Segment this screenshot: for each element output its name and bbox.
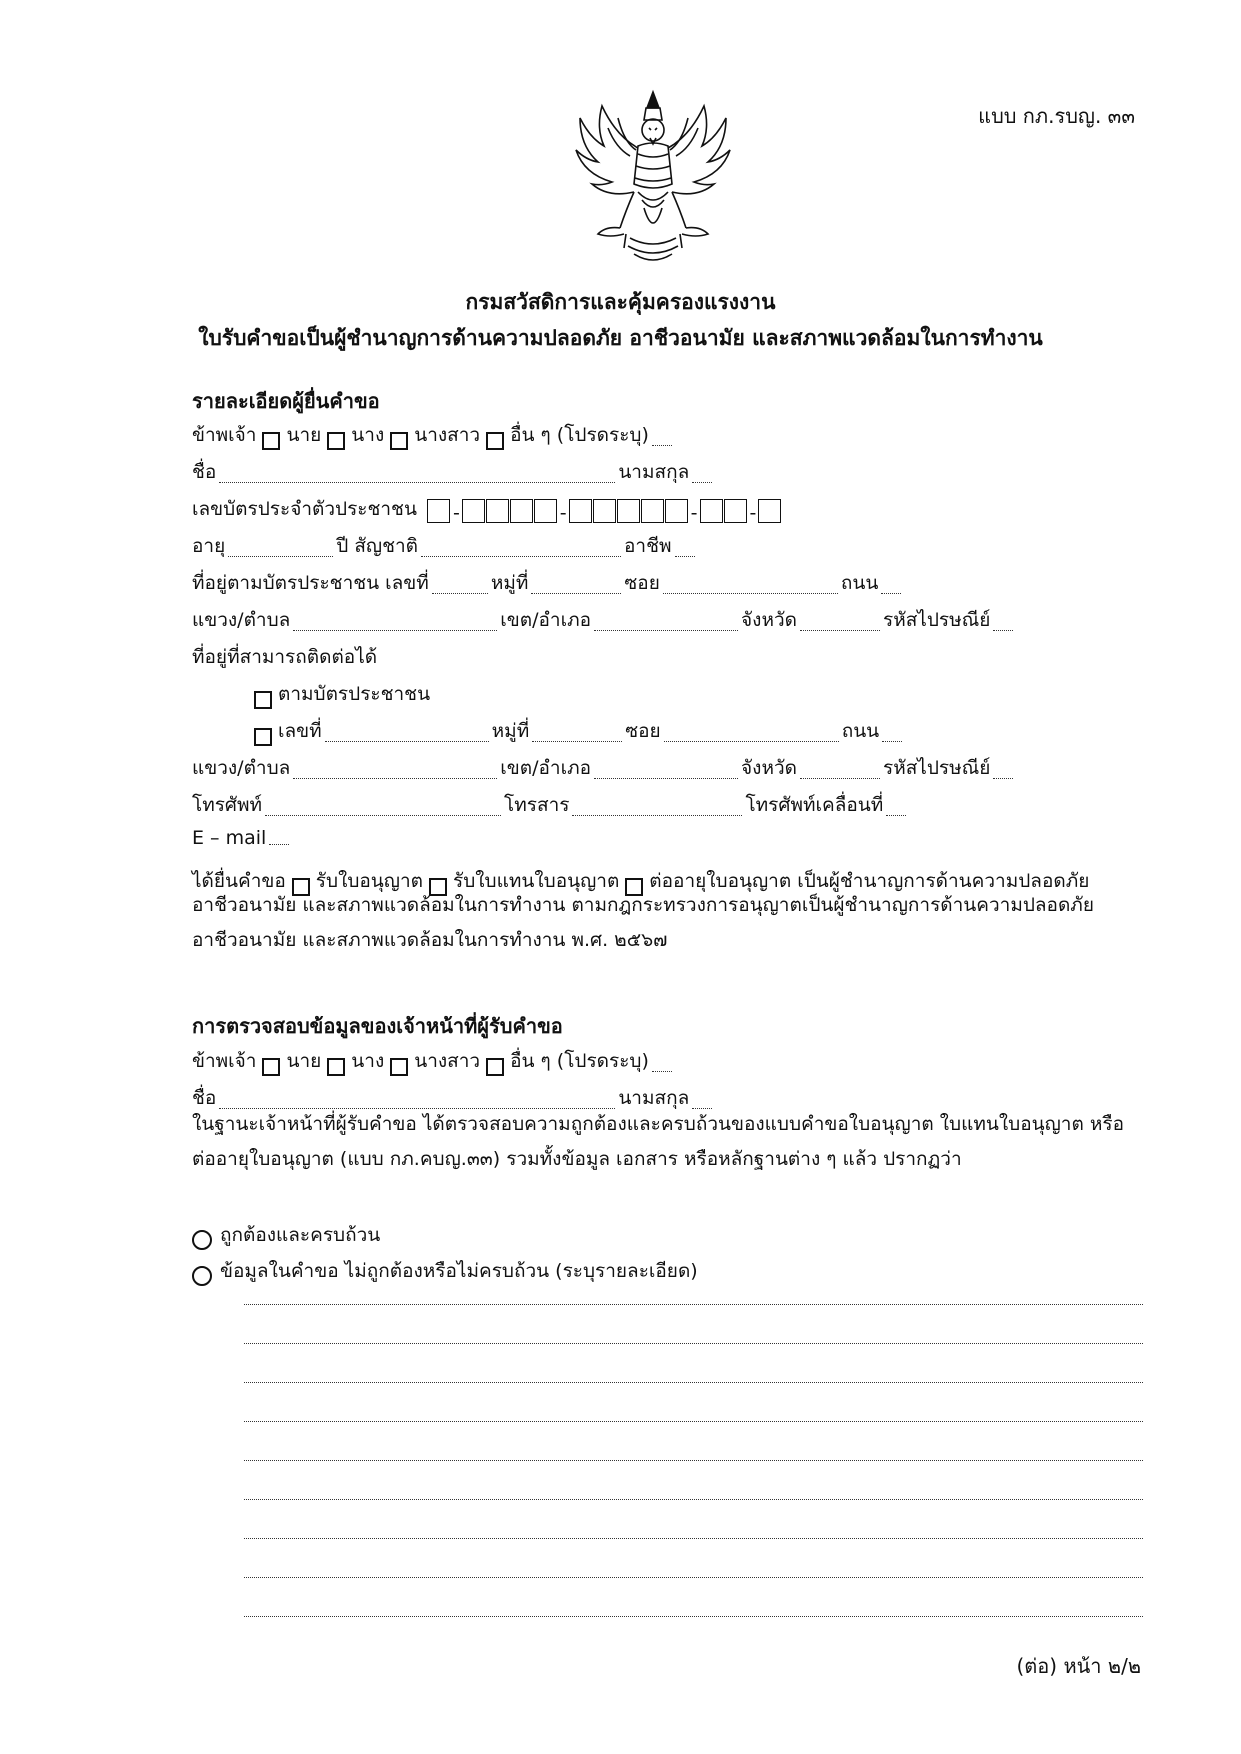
contact-road-label: ถนน — [841, 720, 880, 742]
contact-idcard-checkbox[interactable] — [254, 691, 272, 709]
officer-title-row — [192, 1046, 1141, 1076]
officer-title-other-field[interactable] — [652, 1067, 672, 1072]
submit-tail-text: เป็นผู้ชำนาญการด้านความปลอดภัย — [797, 870, 1090, 892]
occupation-field[interactable] — [675, 552, 695, 557]
contact-soi-field[interactable] — [664, 737, 839, 742]
id-digit-box[interactable] — [758, 499, 781, 523]
i-label: ข้าพเจ้า — [192, 424, 257, 446]
postcode-label: รหัสไปรษณีย์ — [882, 609, 991, 631]
district-label: เขต/อำเภอ — [500, 609, 592, 631]
title-other-field[interactable] — [652, 441, 672, 446]
garuda-emblem-icon — [568, 88, 738, 270]
contact-province-field[interactable] — [800, 774, 880, 779]
title-other-checkbox[interactable] — [486, 432, 504, 450]
officer-title-miss-label: นางสาว — [414, 1050, 481, 1072]
name-field[interactable] — [219, 478, 615, 483]
detail-line[interactable] — [244, 1382, 1143, 1383]
id-digit-box[interactable] — [593, 499, 616, 523]
officer-title-other-checkbox[interactable] — [486, 1058, 504, 1076]
province-label: จังหวัด — [741, 609, 797, 631]
contact-heading-row — [192, 642, 1141, 672]
mobile-field[interactable] — [886, 811, 906, 816]
surname-field[interactable] — [692, 478, 712, 483]
officer-title-mrs-checkbox[interactable] — [327, 1058, 345, 1076]
detail-line[interactable] — [244, 1304, 1143, 1305]
subdistrict-field[interactable] — [293, 626, 497, 631]
phone-field[interactable] — [265, 811, 501, 816]
detail-line[interactable] — [244, 1538, 1143, 1539]
detail-line[interactable] — [244, 1616, 1143, 1617]
surname-label: นามสกุล — [618, 461, 690, 483]
detail-line[interactable] — [244, 1421, 1143, 1422]
title-mr-label: นาย — [286, 424, 322, 446]
address-row — [192, 568, 1141, 598]
id-digit-box[interactable] — [427, 499, 450, 523]
applicant-section-title: รายละเอียดผู้ยื่นคำขอ — [192, 389, 380, 413]
road-field[interactable] — [881, 589, 901, 594]
id-card-label: เลขบัตรประจำตัวประชาชน — [192, 498, 417, 520]
id-digit-box[interactable] — [462, 499, 485, 523]
district-field[interactable] — [594, 626, 738, 631]
locality-row — [192, 605, 1141, 635]
age-row — [192, 531, 1141, 561]
officer-title-mr-label: นาย — [286, 1050, 322, 1072]
road-label: ถนน — [840, 572, 879, 594]
id-digit-box[interactable] — [641, 499, 664, 523]
officer-title-other-label: อื่น ๆ (โปรดระบุ) — [510, 1050, 649, 1072]
page-number: (ต่อ) หน้า ๒/๒ — [1016, 1654, 1141, 1678]
result-ok-label: ถูกต้องและครบถ้วน — [220, 1224, 381, 1246]
applicant-title-row — [192, 420, 1141, 450]
result-bad-radio[interactable] — [192, 1266, 212, 1286]
contact-subdistrict-label: แขวง/ตำบล — [192, 757, 291, 779]
nationality-label: ปี สัญชาติ — [336, 535, 419, 557]
contact-no-label: เลขที่ — [278, 720, 322, 742]
applicant-name-row — [192, 457, 1141, 487]
age-label: อายุ — [192, 535, 226, 557]
officer-i-label: ข้าพเจ้า — [192, 1050, 257, 1072]
title-miss-label: นางสาว — [414, 424, 481, 446]
id-digit-box[interactable] — [665, 499, 688, 523]
email-row — [192, 827, 1141, 849]
request-license-label: รับใบอนุญาต — [315, 870, 423, 892]
id-digit-box[interactable] — [486, 499, 509, 523]
form-code: แบบ กภ.รบญ. ๓๓ — [978, 104, 1135, 128]
title-miss-checkbox[interactable] — [390, 432, 408, 450]
submit-paragraph: อาชีวอนามัย และสภาพแวดล้อมในการทำงาน ตามกฎกระทรวงการอนุญาตเป็นผู้ชำนาญการด้านความปลอดภัย อาชีวอนามัย และสภาพแวดล้อมในการทำงาน พ.ศ. ๒๕๖๗ — [192, 894, 1094, 951]
officer-title-miss-checkbox[interactable] — [390, 1058, 408, 1076]
request-replacement-label: รับใบแทนใบอนุญาต — [453, 870, 620, 892]
result-ok-row — [192, 1220, 1141, 1250]
title-mrs-checkbox[interactable] — [327, 432, 345, 450]
fax-label: โทรสาร — [504, 794, 570, 816]
contact-postcode-field[interactable] — [993, 774, 1013, 779]
id-digit-box[interactable] — [510, 499, 533, 523]
result-ok-radio[interactable] — [192, 1230, 212, 1250]
contact-district-field[interactable] — [594, 774, 738, 779]
request-renewal-label: ต่ออายุใบอนุญาต — [649, 870, 792, 892]
contact-subdistrict-field[interactable] — [293, 774, 497, 779]
result-bad-row — [192, 1256, 1141, 1286]
document-title: ใบรับคำขอเป็นผู้ชำนาญการด้านความปลอดภัย อาชีวอนามัย และสภาพแวดล้อมในการทำงาน — [198, 326, 1043, 350]
id-digit-box[interactable] — [534, 499, 557, 523]
moo-field[interactable] — [531, 589, 621, 594]
submit-label: ได้ยื่นคำขอ — [192, 870, 286, 892]
contact-locality-row — [192, 753, 1141, 783]
detail-line[interactable] — [244, 1343, 1143, 1344]
id-card-boxes[interactable]: - - - - — [427, 499, 782, 524]
id-card-row — [192, 494, 1141, 524]
phone-row — [192, 790, 1141, 820]
address-label: ที่อยู่ตามบัตรประชาชน เลขที่ — [192, 572, 429, 594]
name-label: ชื่อ — [192, 461, 217, 483]
house-no-field[interactable] — [432, 589, 488, 594]
contact-soi-label: ซอย — [625, 720, 661, 742]
detail-line[interactable] — [244, 1577, 1143, 1578]
contact-province-label: จังหวัด — [741, 757, 797, 779]
contact-idcard-label: ตามบัตรประชาชน — [278, 683, 431, 705]
province-field[interactable] — [800, 626, 880, 631]
fax-field[interactable] — [572, 811, 742, 816]
id-digit-box[interactable] — [569, 499, 592, 523]
result-bad-label: ข้อมูลในคำขอ ไม่ถูกต้องหรือไม่ครบถ้วน (ระบุรายละเอียด) — [220, 1260, 698, 1282]
id-digit-box[interactable] — [724, 499, 747, 523]
contact-moo-field[interactable] — [532, 737, 622, 742]
moo-label: หมู่ที่ — [490, 572, 529, 594]
postcode-field[interactable] — [993, 626, 1013, 631]
mobile-label: โทรศัพท์เคลื่อนที่ — [745, 794, 884, 816]
occupation-label: อาชีพ — [624, 535, 672, 557]
officer-title-mr-checkbox[interactable] — [262, 1058, 280, 1076]
title-other-label: อื่น ๆ (โปรดระบุ) — [510, 424, 649, 446]
nationality-field[interactable] — [421, 552, 621, 557]
soi-field[interactable] — [663, 589, 838, 594]
officer-title-mrs-label: นาง — [351, 1050, 385, 1072]
contact-idcard-row — [254, 679, 1141, 709]
officer-surname-label: นามสกุล — [618, 1087, 690, 1109]
contact-house-no-field[interactable] — [325, 737, 489, 742]
id-digit-box[interactable] — [700, 499, 723, 523]
phone-label: โทรศัพท์ — [192, 794, 263, 816]
title-mrs-label: นาง — [351, 424, 385, 446]
subdistrict-label: แขวง/ตำบล — [192, 609, 291, 631]
contact-moo-label: หมู่ที่ — [491, 720, 530, 742]
title-mr-checkbox[interactable] — [262, 432, 280, 450]
officer-section-title: การตรวจสอบข้อมูลของเจ้าหน้าที่ผู้รับคำขอ — [192, 1014, 563, 1038]
id-digit-box[interactable] — [617, 499, 640, 523]
email-field[interactable] — [269, 840, 289, 845]
contact-district-label: เขต/อำเภอ — [500, 757, 592, 779]
soi-label: ซอย — [624, 572, 660, 594]
detail-line[interactable] — [244, 1460, 1143, 1461]
contact-address-row — [254, 716, 1141, 746]
contact-road-field[interactable] — [882, 737, 902, 742]
contact-postcode-label: รหัสไปรษณีย์ — [882, 757, 991, 779]
officer-name-label: ชื่อ — [192, 1087, 217, 1109]
detail-line[interactable] — [244, 1499, 1143, 1500]
email-label: E – mail — [192, 827, 267, 849]
officer-statement: ในฐานะเจ้าหน้าที่ผู้รับคำขอ ได้ตรวจสอบความถูกต้องและครบถ้วนของแบบคำขอใบอนุญาต ใบแทนใบอนุญาต หรือต่ออายุใบอนุญาต (แบบ กภ.คบญ.๓๓) รวมทั้งข้อมูล เอกสาร หรือหลักฐานต่าง ๆ แล้ว ปรากฏว่า — [192, 1113, 1124, 1170]
department-name: กรมสวัสดิการและคุ้มครองแรงงาน — [465, 290, 776, 314]
age-field[interactable] — [228, 552, 333, 557]
contact-address-label: ที่อยู่ที่สามารถติดต่อได้ — [192, 646, 378, 668]
contact-address-checkbox[interactable] — [254, 728, 272, 746]
